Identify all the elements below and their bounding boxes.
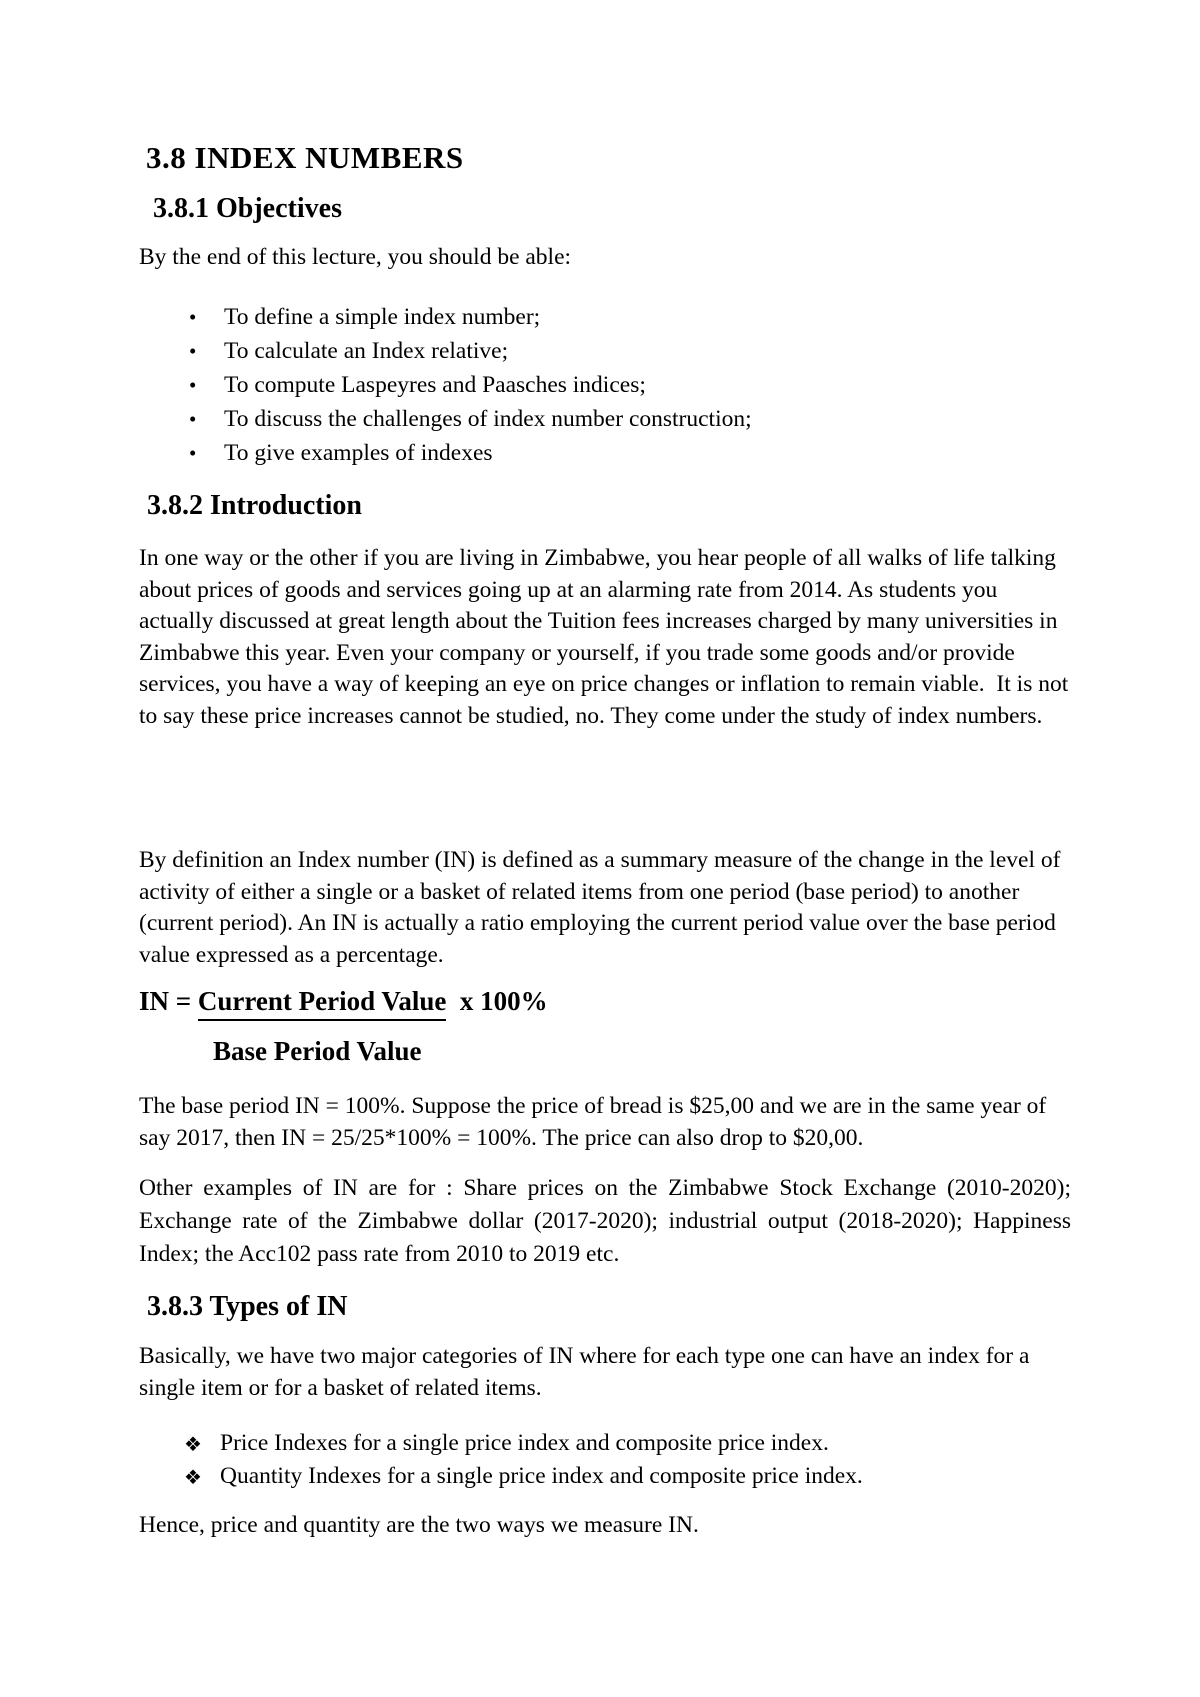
base-period-paragraph: The base period IN = 100%. Suppose the price of bread is $25,00 and we are in the same year of say 2017, then IN = 25/25*100% = 100%. The price can also drop to $20,00. <box>139 1093 1053 1151</box>
list-item <box>139 334 1071 368</box>
formula-prefix: IN = <box>139 986 198 1016</box>
introduction-paragraph-2: By definition an Index number (IN) is defined as a summary measure of the change in the level of activity of either a single or a basket of related items from one period (base period) to another (current period). An IN is actually a ratio employing the current period value over the base period value expressed as a percentage. <box>139 847 1067 968</box>
index-number-formula <box>139 985 1071 1018</box>
list-item-text: To compute Laspeyres and Paasches indices; <box>224 372 646 398</box>
list-item <box>139 402 1071 436</box>
bullet-icon: • <box>189 305 197 329</box>
list-item <box>139 1460 1071 1493</box>
examples-paragraph: Other examples of IN are for : Share prices on the Zimbabwe Stock Exchange (2010-2020); Exchange rate of the Zimbabwe dollar (2017-2020); industrial output (2018-2020); Happiness Index; the Acc102 pass rate from 2010 to 2019 etc. <box>139 1175 1071 1267</box>
list-item-text: To calculate an Index relative; <box>224 338 509 364</box>
bullet-icon: • <box>189 339 197 363</box>
list-item <box>139 300 1071 334</box>
formula-numerator: Current Period Value <box>198 986 447 1021</box>
list-item-text: Quantity Indexes for a single price index and composite price index. <box>220 1463 863 1489</box>
list-item-text: Price Indexes for a single price index and composite price index. <box>220 1430 829 1456</box>
section-heading-index-numbers: 3.8 INDEX NUMBERS <box>146 140 464 175</box>
list-item-text: To define a simple index number; <box>224 304 541 330</box>
closing-paragraph: Hence, price and quantity are the two ways we measure IN. <box>139 1512 699 1538</box>
types-paragraph: Basically, we have two major categories of IN where for each type one can have an index for a single item or for a basket of related items. <box>139 1343 1030 1401</box>
introduction-paragraph-1: In one way or the other if you are living in Zimbabwe, you hear people of all walks of life talking about prices of goods and services going up at an alarming rate from 2014. As students you actually discussed at great length about the Tuition fees increases charged by many universities in Zimbabwe this year. Even your company or yourself, if you trade some goods and/or provide services, you have a way of keeping an eye on price changes or inflation to remain viable. It is not to say these price increases cannot be studied, no. They come under the study of index numbers. <box>139 545 1075 729</box>
list-item <box>139 436 1071 470</box>
bullet-icon: • <box>189 441 197 465</box>
objectives-bullet-list <box>139 300 1071 470</box>
list-item <box>139 368 1071 402</box>
subsection-heading-types: 3.8.3 Types of IN <box>147 1291 348 1322</box>
subsection-heading-introduction: 3.8.2 Introduction <box>147 490 362 521</box>
list-item <box>139 1427 1071 1460</box>
bullet-icon: • <box>189 373 197 397</box>
objectives-lead-paragraph: By the end of this lecture, you should be able: <box>139 244 572 270</box>
formula-multiplier: x 100% <box>446 986 548 1016</box>
formula-denominator: Base Period Value <box>213 1036 422 1066</box>
subsection-heading-objectives: 3.8.1 Objectives <box>153 193 342 224</box>
bullet-icon: • <box>189 407 197 431</box>
diamond-bullet-icon: ❖ <box>184 1432 202 1456</box>
diamond-bullet-icon: ❖ <box>184 1465 202 1489</box>
list-item-text: To discuss the challenges of index number construction; <box>224 406 752 432</box>
list-item-text: To give examples of indexes <box>224 440 493 466</box>
types-bullet-list <box>139 1427 1071 1493</box>
